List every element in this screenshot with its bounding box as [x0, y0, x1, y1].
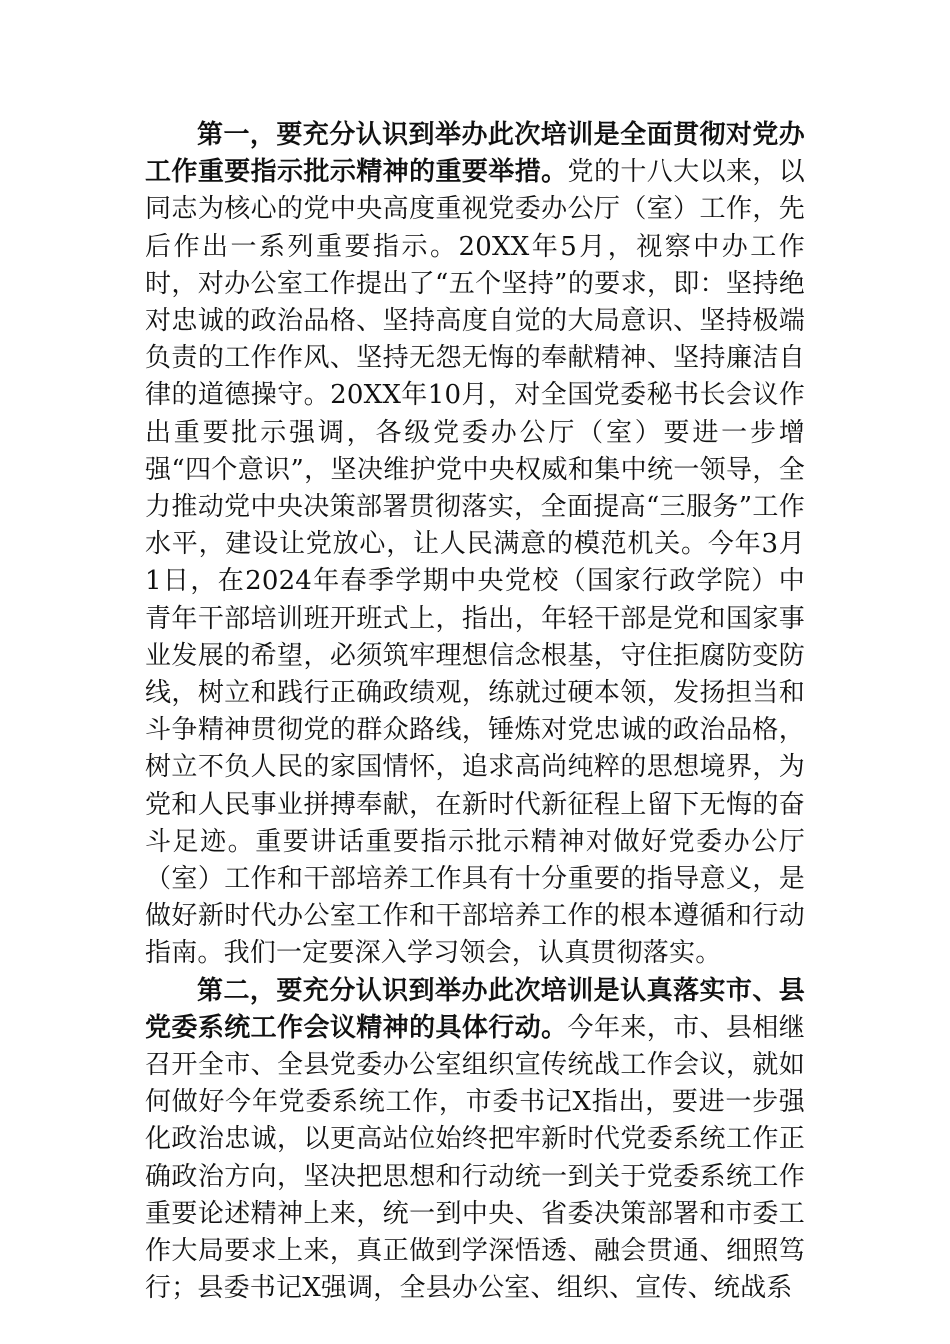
- paragraph-2-lead: 第二，要充分认识到举办此次培训是认真落实市、县党委系统工作会议精神的具体行动。: [145, 975, 805, 1043]
- paragraph-1: [145, 117, 805, 973]
- paragraph-2-body: 今年来，市、县相继召开全市、全县党委办公室组织宣传统战工作会议，就如何做好今年党委系统工作，市委书记X指出，要进一步强化政治忠诚，以更高站位始终把牢新时代党委系统工作正确政治方向，坚决把思想和行动统一到关于党委系统工作重要论述精神上来，统一到中央、省委决策部署和市委工作大局要求上来，真正做到学深悟透、融会贯通、细照笃行；县委书记X强调，全县办公室、组织、宣传、统战系: [145, 1012, 805, 1304]
- document-body: [145, 117, 805, 1308]
- paragraph-2: [145, 973, 805, 1308]
- paragraph-1-body: 党的十八大以来，以同志为核心的党中央高度重视党委办公厅（室）工作，先后作出一系列重要指示。20XX年5月，视察中办工作时，对办公室工作提出了“五个坚持”的要求，即：坚持绝对忠诚的政治品格、坚持高度自觉的大局意识、坚持极端负责的工作作风、坚持无怨无悔的奉献精神、坚持廉洁自律的道德操守。20XX年10月，对全国党委秘书长会议作出重要批示强调，各级党委办公厅（室）要进一步增强“四个意识”，坚决维护党中央权威和集中统一领导，全力推动党中央决策部署贯彻落实，全面提高“三服务”工作水平，建设让党放心，让人民满意的模范机关。今年3月1日，在2024年春季学期中央党校（国家行政学院）中青年干部培训班开班式上，指出，年轻干部是党和国家事业发展的希望，必须筑牢理想信念根基，守住拒腐防变防线，树立和践行正确政绩观，练就过硬本领，发扬担当和斗争精神贯彻党的群众路线，锤炼对党忠诚的政治品格，树立不负人民的家国情怀，追求高尚纯粹的思想境界，为党和人民事业拼搏奉献，在新时代新征程上留下无悔的奋斗足迹。重要讲话重要指示批示精神对做好党委办公厅（室）工作和干部培养工作具有十分重要的指导意义，是做好新时代办公室工作和干部培养工作的根本遵循和行动指南。我们一定要深入学习领会，认真贯彻落实。: [145, 157, 805, 969]
- paragraph-1-lead: 第一，要充分认识到举办此次培训是全面贯彻对党办工作重要指示批示精神的重要举措。: [145, 120, 805, 188]
